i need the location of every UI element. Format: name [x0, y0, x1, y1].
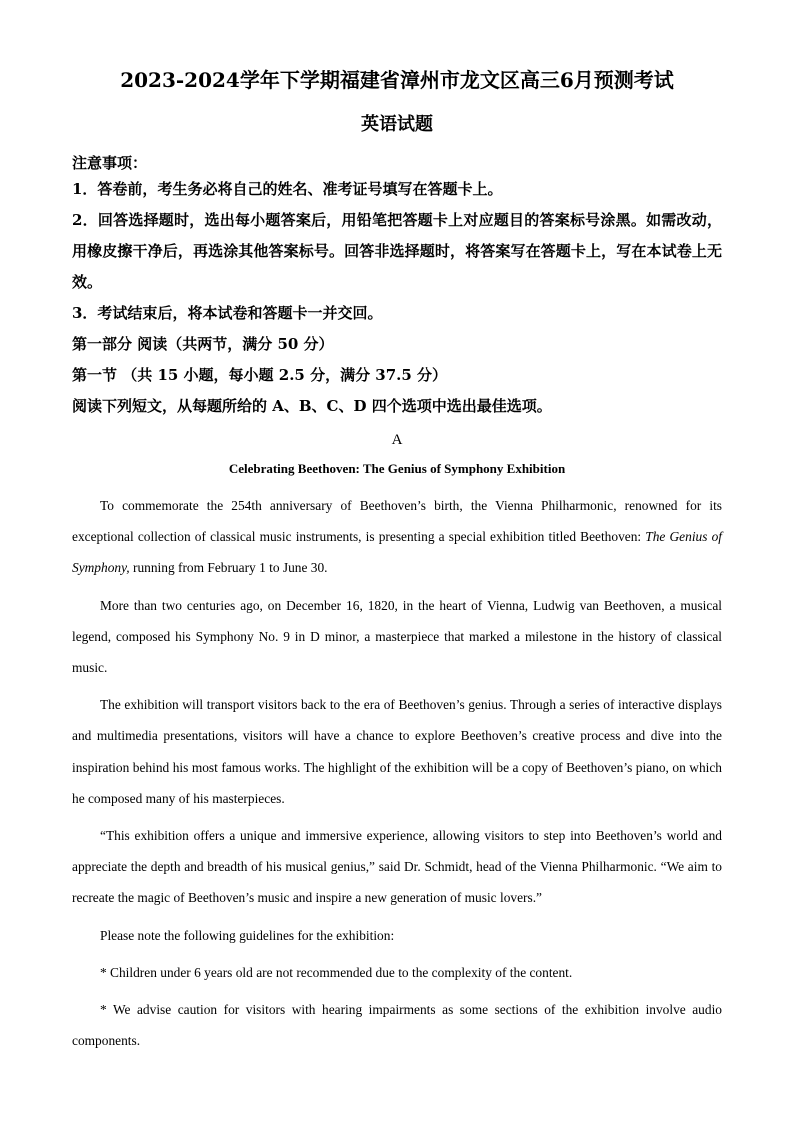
part-heading: 第一部分 阅读（共两节，满分 50 分） — [72, 335, 334, 353]
section-heading: 第一节 （共 15 小题，每小题 2.5 分，满分 37.5 分） — [72, 366, 448, 384]
note-item-3: 3．考试结束后，将本试卷和答题卡一并交回。 — [72, 304, 383, 322]
note-item-1: 1．答卷前，考生务必将自己的姓名、准考证号填写在答题卡上。 — [72, 180, 503, 198]
exam-subtitle: 英语试题 — [361, 114, 433, 135]
note-item-2: 2．回答选择题时，选出每小题答案后，用铅笔把答题卡上对应题目的答案标号涂黑。如需改动，用橡皮擦干净后，再选涂其他答案标号。回答非选择题时，将答案写在答题卡上，写在本试卷上无效。 — [72, 211, 722, 291]
passage-paragraph-5: Please note the following guidelines for the exhibition: — [100, 927, 395, 943]
guideline-1: * Children under 6 years old are not recommended due to the complexity of the content. — [100, 964, 573, 980]
passage-paragraph-2: More than two centuries ago, on December 16, 1820, in the heart of Vienna, Ludwig van Beethoven, a musical legend, composed his Symphony No. 9 in D minor, a masterpiece that marked a milestone in the history of classical music. — [72, 597, 722, 676]
guideline-2: * We advise caution for visitors with hearing impairments as some sections of the exhibition involve audio components. — [72, 1002, 722, 1049]
passage-paragraph-1 — [72, 490, 722, 584]
passage-title: Celebrating Beethoven: The Genius of Symphony Exhibition — [228, 461, 566, 476]
passage-paragraph-3: The exhibition will transport visitors back to the era of Beethoven’s genius. Through a series of interactive displays and multimedia presentations, visitors will have a chance to explore Beethoven’s creative process and dive into the inspiration behind his most famous works. The highlight of the exhibition will be a copy of Beethoven’s piano, on which he composed many of his masterpieces. — [72, 697, 722, 806]
exam-page — [72, 66, 722, 1056]
reading-instruction: 阅读下列短文，从每题所给的 A、B、C、D 四个选项中选出最佳选项。 — [72, 397, 552, 415]
passage-letter: A — [391, 432, 403, 448]
paragraph-1-text-a: To commemorate the 254th anniversary of Beethoven’s birth, the Vienna Philharmonic, renowned for its exceptional collection of classical music instruments, is presenting a special exhibition titled Beethoven: — [72, 498, 722, 545]
exhibition-name: The Genius of Symphony, — [72, 529, 722, 576]
paragraph-1-text-b: running from February 1 to June 30. — [129, 560, 328, 576]
notes-heading: 注意事项： — [72, 154, 148, 172]
exam-title: 2023-2024学年下学期福建省漳州市龙文区高三6月预测考试 — [120, 68, 674, 92]
passage-paragraph-4: “This exhibition offers a unique and immersive experience, allowing visitors to step into Beethoven’s world and appreciate the depth and breadth of his musical genius,” said Dr. Schmidt, head of the Vienna Philharmonic. “We aim to recreate the magic of Beethoven’s music and inspire a new generation of music lovers.” — [72, 828, 722, 906]
